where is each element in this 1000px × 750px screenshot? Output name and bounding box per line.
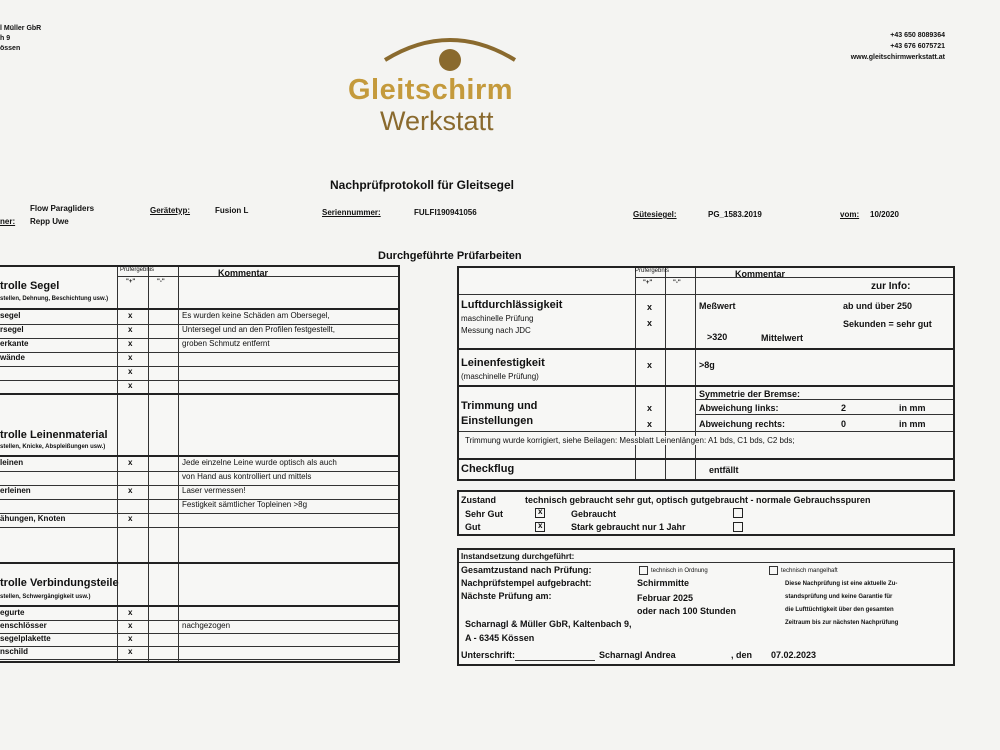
info-line-2: Sekunden = sehr gut [843, 319, 932, 329]
disclaimer-line: Zeitraum bis zur nächsten Nachprüfung [785, 620, 899, 626]
segel-row-label: segel [0, 311, 21, 320]
disclaimer-line: Diese Nachprüfung ist eine aktuelle Zu- [785, 581, 898, 587]
status-mangel [769, 566, 838, 575]
document-title: Nachprüfprotokoll für Gleitsegel [330, 178, 515, 192]
leinen-row-label: erleinen [0, 486, 31, 495]
abw-rechts-value: 0 [841, 419, 847, 429]
luft-mark-2: x [647, 318, 653, 328]
naechste-label: Nächste Prüfung am: [461, 591, 552, 601]
option-gut: Gut [465, 522, 481, 532]
leinenfestigkeit-title: Leinenfestigkeit [461, 357, 545, 369]
serial-label: Seriennummer: [322, 208, 381, 217]
luft-title: Luftdurchlässigkeit [461, 299, 563, 311]
row-divider [0, 659, 398, 660]
stempel-label: Nachprüfstempel aufgebracht: [461, 578, 592, 588]
abw-links-label: Abweichung links: [699, 403, 779, 413]
abw-links-value: 2 [841, 403, 847, 413]
verb-row-mark: x [128, 634, 133, 643]
trimm-title-2: Einstellungen [461, 415, 534, 427]
luft-mark-1: x [647, 302, 653, 312]
manufacturer: Flow Paragliders [30, 204, 95, 213]
comment-header: Kommentar [735, 269, 786, 279]
website: www.gleitschirmwerkstatt.at [850, 54, 945, 61]
disclaimer-line: die Lufttüchtigkeit über den gesamten [785, 607, 894, 613]
meta-line [0, 204, 1000, 234]
minus-header: "-" [157, 279, 165, 285]
row-divider [0, 527, 398, 528]
ok-label: technisch in Ordnung [651, 568, 708, 575]
logo [340, 28, 560, 138]
leinenfestigkeit-mark: x [647, 360, 653, 370]
segel-title: trolle Segel [0, 280, 60, 292]
checkbox-mangel [769, 566, 778, 575]
trimm-mark-2: x [647, 419, 653, 429]
segel-row-mark: x [128, 311, 133, 320]
company-address [0, 24, 41, 54]
pruef-header: Prüfergebnis [635, 268, 670, 274]
date-value: 07.02.2023 [771, 650, 817, 660]
segel-row-mark: x [128, 339, 133, 348]
logo-text-gleitschirm: Gleitschirm [348, 74, 514, 106]
leinen-row-mark: x [128, 458, 133, 467]
verb-row-label: egurte [0, 608, 25, 617]
plus-header: "+" [643, 280, 653, 286]
segel-subtitle: stellen, Dehnung, Beschichtung usw.) [0, 296, 109, 302]
option-gebraucht: Gebraucht [571, 509, 617, 519]
naechste-value-2: oder nach 100 Stunden [637, 606, 737, 616]
zur-info: zur Info: [871, 281, 911, 292]
trimm-title-1: Trimmung und [461, 400, 538, 412]
leinenfestigkeit-value: >8g [699, 360, 715, 370]
segel-row-label: erkante [0, 339, 29, 348]
verb-subtitle: stellen, Schwergängigkeit usw.) [0, 594, 91, 600]
segel-row-comment: groben Schmutz entfernt [182, 339, 270, 348]
company-line: h 9 [0, 35, 11, 42]
leinen-row-label: leinen [0, 458, 24, 467]
mittelwert-label: Mittelwert [761, 333, 804, 343]
naechste-value-1: Februar 2025 [637, 593, 694, 603]
pruef-header: Prüfergebnis [120, 267, 155, 273]
comment-header: Kommentar [218, 268, 269, 278]
option-sehr-gut: Sehr Gut [465, 509, 504, 519]
zustand-desc: technisch gebraucht sehr gut, optisch gutgebraucht - normale Gebrauchsspuren [525, 495, 871, 505]
zustand-box [457, 490, 955, 536]
leinen-title: trolle Leinenmaterial [0, 429, 108, 441]
verb-title: trolle Verbindungsteile [0, 577, 119, 589]
luft-sub2: Messung nach JDC [461, 326, 531, 335]
leinen-row-mark: x [128, 514, 133, 523]
messwert-value: >320 [707, 332, 728, 342]
trimm-mark-1: x [647, 403, 653, 413]
phone-1: +43 650 8089364 [890, 32, 945, 39]
minus-header: "-" [673, 280, 681, 286]
segel-row-mark: x [128, 325, 133, 334]
logo-text-werkstatt: Werkstatt [380, 106, 494, 136]
mangel-label: technisch mangelhaft [781, 568, 838, 575]
type-label: Gerätetyp: [150, 206, 191, 215]
segel-row-mark: x [128, 381, 133, 390]
leinenfestigkeit-sub: (maschinelle Prüfung) [461, 372, 539, 381]
contact-block [851, 30, 945, 63]
segel-row-label: rsegel [0, 325, 24, 334]
segel-row-label: wände [0, 353, 25, 362]
gesamt-label: Gesamtzustand nach Prüfung: [461, 565, 592, 575]
verb-row-label: enschlösser [0, 621, 47, 630]
segel-row-mark: x [128, 353, 133, 362]
checkbox-gebraucht [733, 508, 743, 518]
address-2: A - 6345 Kössen [465, 633, 535, 643]
trimm-note: Trimmung wurde korrigiert, siehe Beilagen: Messblatt Leinenlängen: A1 bds, C1 bds, C2 bds; [465, 436, 949, 445]
signature-name: Scharnagl Andrea [599, 650, 676, 660]
row-divider [0, 646, 398, 647]
owner-label: ner: [0, 217, 16, 226]
mark-gut: x [538, 521, 543, 530]
verb-row-label: segelplakette [0, 634, 51, 643]
company-line: össen [0, 45, 21, 52]
disclaimer-line: standsprüfung und keine Garantie für [785, 594, 893, 600]
info-line-1: ab und über 250 [843, 301, 913, 311]
segel-row-comment: Untersegel und an den Profilen festgestellt, [182, 325, 335, 334]
date-label: , den [731, 650, 753, 660]
segel-row-comment: Es wurden keine Schäden am Obersegel, [182, 311, 330, 320]
symmetrie-label: Symmetrie der Bremse: [699, 389, 801, 399]
unit-2: in mm [899, 419, 926, 429]
verb-row-label: nschild [0, 647, 29, 656]
abw-rechts-label: Abweichung rechts: [699, 419, 786, 429]
verb-row-mark: x [128, 647, 133, 656]
leinen-row-mark: x [128, 486, 133, 495]
final-box [457, 548, 955, 666]
from-label: vom: [840, 210, 860, 219]
serial-value: FULFI190941056 [414, 208, 477, 217]
row-divider [0, 352, 398, 353]
verb-row-mark: x [128, 608, 133, 617]
seal-label: Gütesiegel: [633, 210, 677, 219]
verb-row-comment: nachgezogen [182, 621, 231, 630]
from-value: 10/2020 [870, 210, 899, 219]
owner: Repp Uwe [30, 217, 69, 226]
signature-label: Unterschrift: [461, 650, 516, 660]
plus-header: "+" [126, 279, 136, 285]
right-table [457, 266, 955, 481]
left-table [0, 265, 400, 663]
instand-label: Instandsetzung durchgeführt: [461, 552, 575, 561]
seal-value: PG_1583.2019 [708, 210, 762, 219]
checkbox-stark-gebraucht [733, 522, 743, 532]
leinen-row-comment: von Hand aus kontrolliert und mittels [182, 472, 312, 481]
segel-row-mark: x [128, 367, 133, 376]
zustand-label: Zustand [461, 495, 496, 505]
status-ok [639, 566, 708, 575]
mark-sehr-gut: x [538, 507, 543, 516]
stempel-value: Schirmmitte [637, 578, 690, 588]
unit-1: in mm [899, 403, 926, 413]
row-divider [0, 633, 398, 634]
option-stark-gebraucht: Stark gebraucht nur 1 Jahr [571, 522, 686, 532]
leinen-row-comment: Jede einzelne Leine wurde optisch als auch [182, 458, 337, 467]
disclaimer [785, 578, 898, 630]
signature-line [515, 660, 595, 661]
verb-row-mark: x [128, 621, 133, 630]
section-title: Durchgeführte Prüfarbeiten [378, 250, 522, 262]
row-divider [0, 366, 398, 367]
address-1: Scharnagl & Müller GbR, Kaltenbach 9, [465, 619, 632, 629]
type-value: Fusion L [215, 206, 249, 215]
luft-sub1: maschinelle Prüfung [461, 314, 534, 323]
leinen-row-label: ähungen, Knoten [0, 514, 66, 523]
checkflug-title: Checkflug [461, 463, 515, 475]
row-divider [0, 380, 398, 381]
leinen-row-comment: Laser vermessen! [182, 486, 246, 495]
leinen-row-comment: Festigkeit sämtlicher Topleinen >8g [182, 500, 308, 509]
messwert-label: Meßwert [699, 301, 736, 311]
checkflug-value: entfällt [709, 465, 739, 475]
checkbox-ok [639, 566, 648, 575]
company-line: l Müller GbR [0, 25, 42, 32]
leinen-subtitle: stellen, Knicke, Abspleißungen usw.) [0, 444, 106, 450]
phone-2: +43 676 6075721 [890, 43, 945, 50]
